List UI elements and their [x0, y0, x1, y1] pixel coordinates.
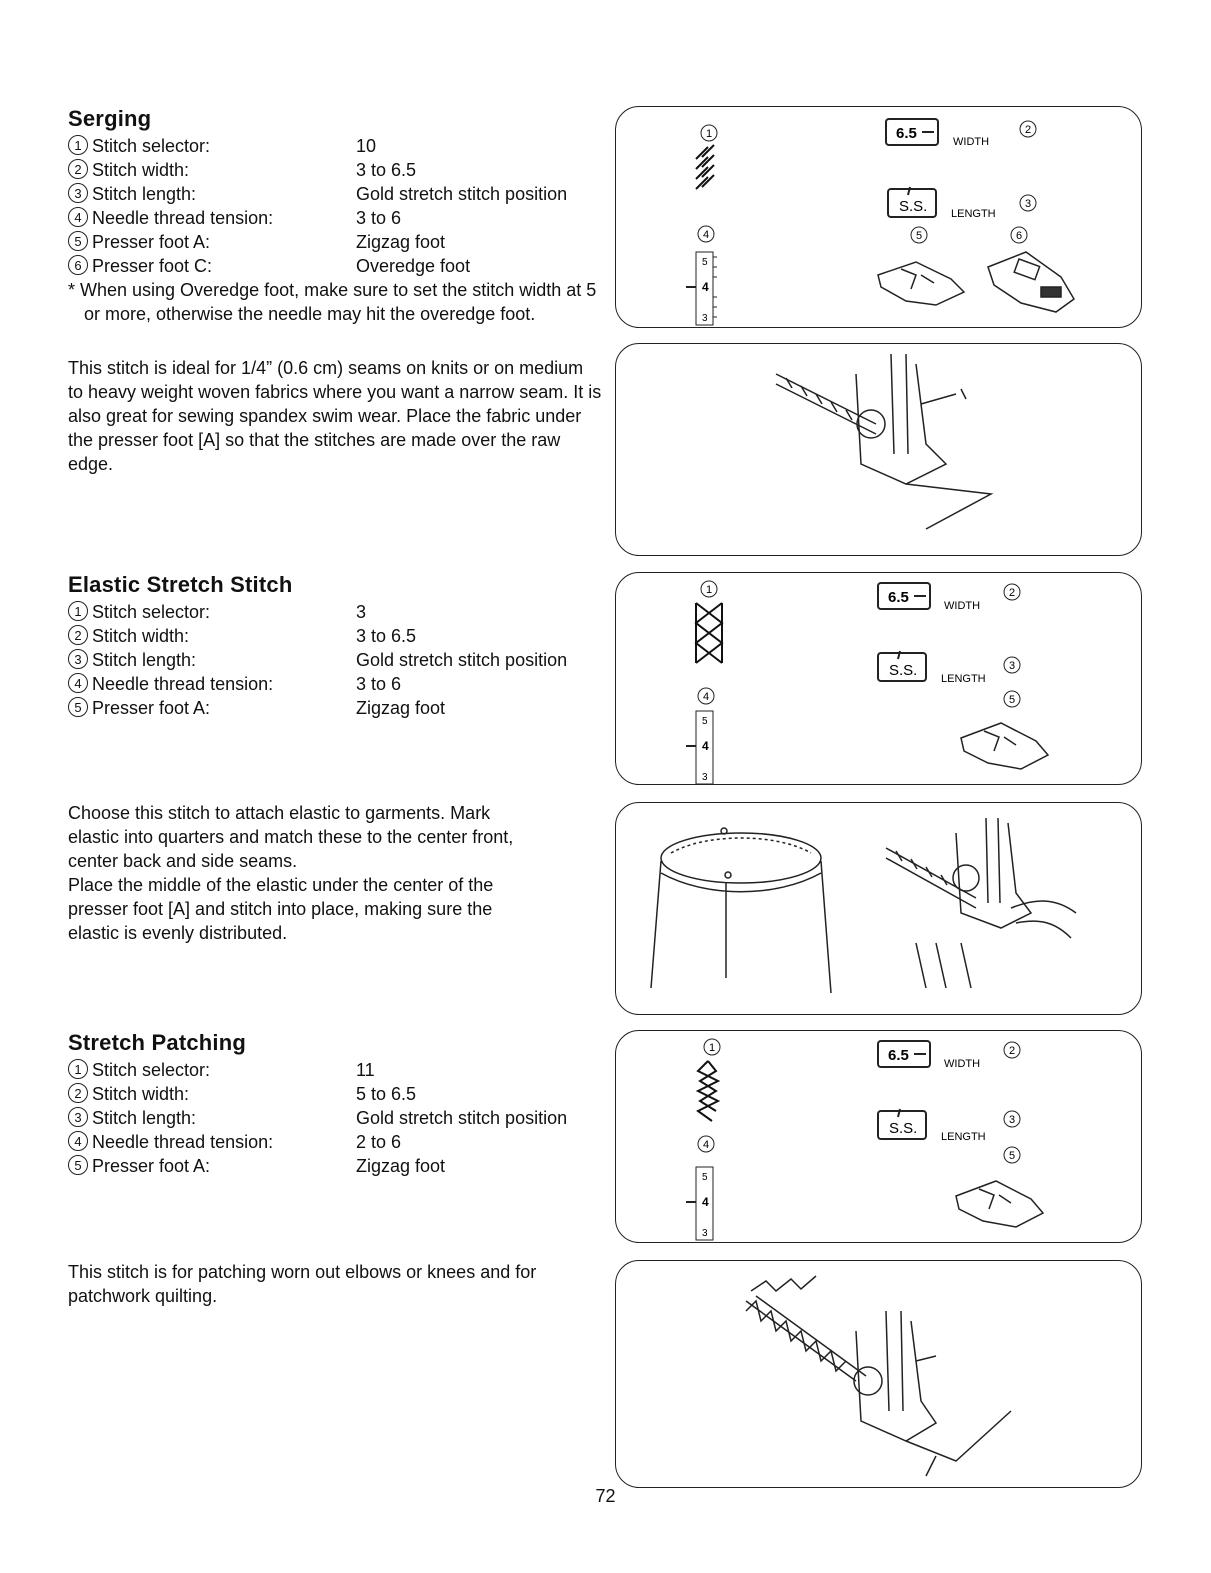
svg-text:3: 3	[1008, 660, 1016, 672]
width-dial-icon	[878, 1041, 980, 1070]
callout-5	[1004, 1147, 1020, 1163]
callout-number: 4	[68, 1131, 88, 1151]
callout-1	[704, 1039, 720, 1055]
svg-text:3: 3	[1008, 1114, 1016, 1126]
callout-number: 1	[68, 135, 88, 155]
svg-text:4: 4	[702, 739, 709, 753]
zigzag-foot-icon	[961, 723, 1048, 769]
setting-row	[68, 600, 608, 624]
callout-number: 4	[68, 673, 88, 693]
svg-text:S.S.: S.S.	[889, 1120, 918, 1137]
setting-value: 3 to 6	[356, 674, 402, 694]
settings-list	[68, 600, 608, 720]
stitch-pattern-icon	[696, 603, 722, 663]
setting-value: 2 to 6	[356, 1132, 402, 1152]
setting-label: Stitch selector:	[92, 136, 211, 156]
patching-settings-panel	[615, 1030, 1142, 1243]
setting-row	[68, 696, 608, 720]
setting-label: Needle thread tension:	[92, 1132, 274, 1152]
settings-illustration	[616, 573, 1143, 786]
zigzag-foot-icon	[878, 262, 964, 305]
setting-label: Stitch length:	[92, 184, 197, 204]
setting-label: Needle thread tension:	[92, 674, 274, 694]
setting-value: Overedge foot	[356, 256, 471, 276]
callout-2	[1004, 1042, 1020, 1058]
svg-text:5: 5	[1008, 694, 1016, 706]
patching-illustration	[616, 1261, 1143, 1489]
callout-2	[1004, 584, 1020, 600]
setting-row	[68, 1058, 608, 1082]
svg-text:3: 3	[702, 772, 708, 783]
presser-knob	[857, 410, 885, 438]
needle-bar	[886, 1311, 903, 1411]
svg-text:LENGTH: LENGTH	[951, 208, 996, 220]
svg-text:S.S.: S.S.	[889, 662, 918, 679]
setting-label: Stitch length:	[92, 650, 197, 670]
callout-1	[701, 581, 717, 597]
overedge-note: * When using Overedge foot, make sure to set the stitch width at 5 or more, otherwise the needle may hit the overedge foot.	[68, 280, 597, 324]
svg-text:5: 5	[702, 716, 708, 727]
setting-row	[68, 1130, 608, 1154]
callout-4	[698, 688, 714, 704]
setting-row	[68, 134, 608, 158]
section-title: Elastic Stretch Stitch	[68, 572, 293, 597]
callout-number: 2	[68, 159, 88, 179]
elastic-illustration	[616, 803, 1143, 1016]
width-dial-icon	[886, 119, 989, 148]
svg-text:2: 2	[1008, 1045, 1016, 1057]
serging-description: This stitch is ideal for 1/4” (0.6 cm) seams on knits or on medium to heavy weight woven fabrics where you want a narrow seam. It is also great for sewing spandex swim wear. Place the fabric under the presser foot [A] so that the stitches are made over the raw edge.	[68, 358, 602, 474]
svg-text:2: 2	[1008, 587, 1016, 599]
text-line: patchwork quilting.	[68, 1286, 218, 1306]
svg-text:LENGTH: LENGTH	[941, 1131, 986, 1143]
patching-description	[68, 1260, 603, 1308]
garment-drawing	[651, 828, 831, 993]
svg-text:4: 4	[702, 1139, 710, 1151]
setting-label: Presser foot C:	[92, 256, 213, 276]
serging-section	[68, 106, 608, 326]
setting-row	[68, 672, 608, 696]
setting-value: 3 to 6.5	[356, 626, 417, 646]
setting-value: 3 to 6	[356, 208, 402, 228]
svg-text:1: 1	[705, 584, 713, 596]
setting-value: 5 to 6.5	[356, 1084, 417, 1104]
setting-row	[68, 230, 608, 254]
setting-label: Stitch selector:	[92, 602, 211, 622]
page-number: 72	[595, 1486, 616, 1506]
elastic-description	[68, 801, 603, 945]
tension-dial-icon	[686, 1167, 713, 1240]
setting-row	[68, 1154, 608, 1178]
callout-4	[698, 1136, 714, 1152]
svg-text:4: 4	[702, 1195, 709, 1209]
text-line: elastic into quarters and match these to the center front,	[68, 827, 514, 847]
setting-value: 3	[356, 602, 367, 622]
svg-text:6: 6	[1015, 230, 1023, 242]
text-line: This stitch is for patching worn out elbows or knees and for	[68, 1262, 537, 1282]
length-dial-icon	[888, 187, 996, 220]
svg-text:5: 5	[915, 230, 923, 242]
svg-text:5: 5	[1008, 1150, 1016, 1162]
callout-number: 3	[68, 183, 88, 203]
needle-bar	[891, 354, 908, 454]
setting-row	[68, 1082, 608, 1106]
callout-number: 6	[68, 255, 88, 275]
zigzag-foot-icon	[956, 1181, 1043, 1227]
setting-label: Stitch width:	[92, 626, 190, 646]
setting-label: Stitch width:	[92, 160, 190, 180]
setting-row	[68, 1106, 608, 1130]
patch-edge	[746, 1296, 866, 1381]
svg-text:LENGTH: LENGTH	[941, 673, 986, 685]
section-title: Serging	[68, 106, 152, 131]
elastic-settings-panel	[615, 572, 1142, 785]
fabric-line	[906, 484, 991, 529]
callout-5	[1004, 691, 1020, 707]
setting-label: Presser foot A:	[92, 1156, 211, 1176]
settings-list	[68, 1058, 608, 1178]
callout-2	[1020, 121, 1036, 137]
patching-sewing-panel	[615, 1260, 1142, 1488]
length-dial-icon	[878, 651, 986, 685]
machine-drawing	[886, 818, 1076, 988]
callout-5	[911, 227, 927, 243]
stitch-pattern-icon	[698, 1061, 718, 1121]
presser-foot	[856, 364, 946, 484]
setting-value: Zigzag foot	[356, 232, 446, 252]
callout-3	[1004, 657, 1020, 673]
presser-foot	[856, 1321, 936, 1441]
setting-label: Presser foot A:	[92, 698, 211, 718]
text-line: Choose this stitch to attach elastic to garments. Mark	[68, 803, 491, 823]
elastic-sewing-panel	[615, 802, 1142, 1015]
setting-value: 10	[356, 136, 377, 156]
svg-text:4: 4	[702, 280, 709, 294]
callout-number: 2	[68, 1083, 88, 1103]
setting-value: Zigzag foot	[356, 1156, 446, 1176]
svg-text:6.5: 6.5	[896, 125, 917, 142]
text-line: presser foot [A] and stitch into place, making sure the	[68, 899, 493, 919]
setting-label: Stitch selector:	[92, 1060, 211, 1080]
callout-number: 3	[68, 649, 88, 669]
tension-dial-icon	[686, 711, 713, 784]
svg-text:6.5: 6.5	[888, 1047, 909, 1064]
setting-value: Gold stretch stitch position	[356, 650, 568, 670]
svg-text:WIDTH: WIDTH	[953, 136, 990, 148]
elastic-section	[68, 572, 608, 720]
serging-illustration	[616, 344, 1143, 557]
callout-6	[1011, 227, 1027, 243]
callout-1	[701, 125, 717, 141]
settings-list	[68, 134, 608, 278]
setting-row	[68, 254, 608, 278]
callout-number: 4	[68, 207, 88, 227]
serging-settings-panel	[615, 106, 1142, 328]
setting-label: Needle thread tension:	[92, 208, 274, 228]
callout-number: 5	[68, 697, 88, 717]
section-title: Stretch Patching	[68, 1030, 247, 1055]
setting-value: 11	[356, 1060, 375, 1080]
callout-number: 5	[68, 231, 88, 251]
text-line: center back and side seams.	[68, 851, 298, 871]
svg-text:4: 4	[702, 229, 710, 241]
setting-value: 3 to 6.5	[356, 160, 417, 180]
callout-number: 1	[68, 1059, 88, 1079]
svg-text:1: 1	[708, 1042, 716, 1054]
setting-row	[68, 624, 608, 648]
svg-text:WIDTH: WIDTH	[944, 1058, 981, 1070]
callout-3	[1020, 195, 1036, 211]
svg-text:5: 5	[702, 1172, 708, 1183]
serging-sewing-panel	[615, 343, 1142, 556]
svg-text:1: 1	[705, 128, 713, 140]
callout-number: 3	[68, 1107, 88, 1127]
callout-number: 2	[68, 625, 88, 645]
svg-text:3: 3	[702, 1228, 708, 1239]
callout-number: 1	[68, 601, 88, 621]
setting-label: Presser foot A:	[92, 232, 211, 252]
svg-text:2: 2	[1024, 124, 1032, 136]
svg-text:3: 3	[702, 313, 708, 324]
text-line: Place the middle of the elastic under the center of the	[68, 875, 494, 895]
setting-row	[68, 206, 608, 230]
svg-text:6.5: 6.5	[888, 589, 909, 606]
setting-value: Gold stretch stitch position	[356, 1108, 568, 1128]
callout-number: 5	[68, 1155, 88, 1175]
fabric-line	[906, 1411, 1011, 1476]
svg-text:WIDTH: WIDTH	[944, 600, 981, 612]
svg-text:4: 4	[702, 691, 710, 703]
svg-text:5: 5	[702, 257, 708, 268]
overedge-foot-icon	[988, 252, 1074, 312]
length-dial-icon	[878, 1109, 986, 1143]
setting-label: Stitch length:	[92, 1108, 197, 1128]
setting-row	[68, 648, 608, 672]
setting-row	[68, 182, 608, 206]
tension-dial-icon	[686, 252, 717, 325]
setting-label: Stitch width:	[92, 1084, 190, 1104]
text-line: elastic is evenly distributed.	[68, 923, 288, 943]
setting-value: Zigzag foot	[356, 698, 446, 718]
width-dial-icon	[878, 583, 980, 612]
callout-3	[1004, 1111, 1020, 1127]
stitch-pattern-icon	[696, 145, 714, 189]
patching-section	[68, 1030, 608, 1178]
setting-row	[68, 158, 608, 182]
fabric-edge	[776, 374, 876, 434]
setting-value: Gold stretch stitch position	[356, 184, 568, 204]
settings-illustration	[616, 107, 1143, 329]
svg-text:S.S.: S.S.	[899, 198, 928, 215]
callout-4	[698, 226, 714, 242]
settings-illustration	[616, 1031, 1143, 1244]
svg-text:3: 3	[1024, 198, 1032, 210]
